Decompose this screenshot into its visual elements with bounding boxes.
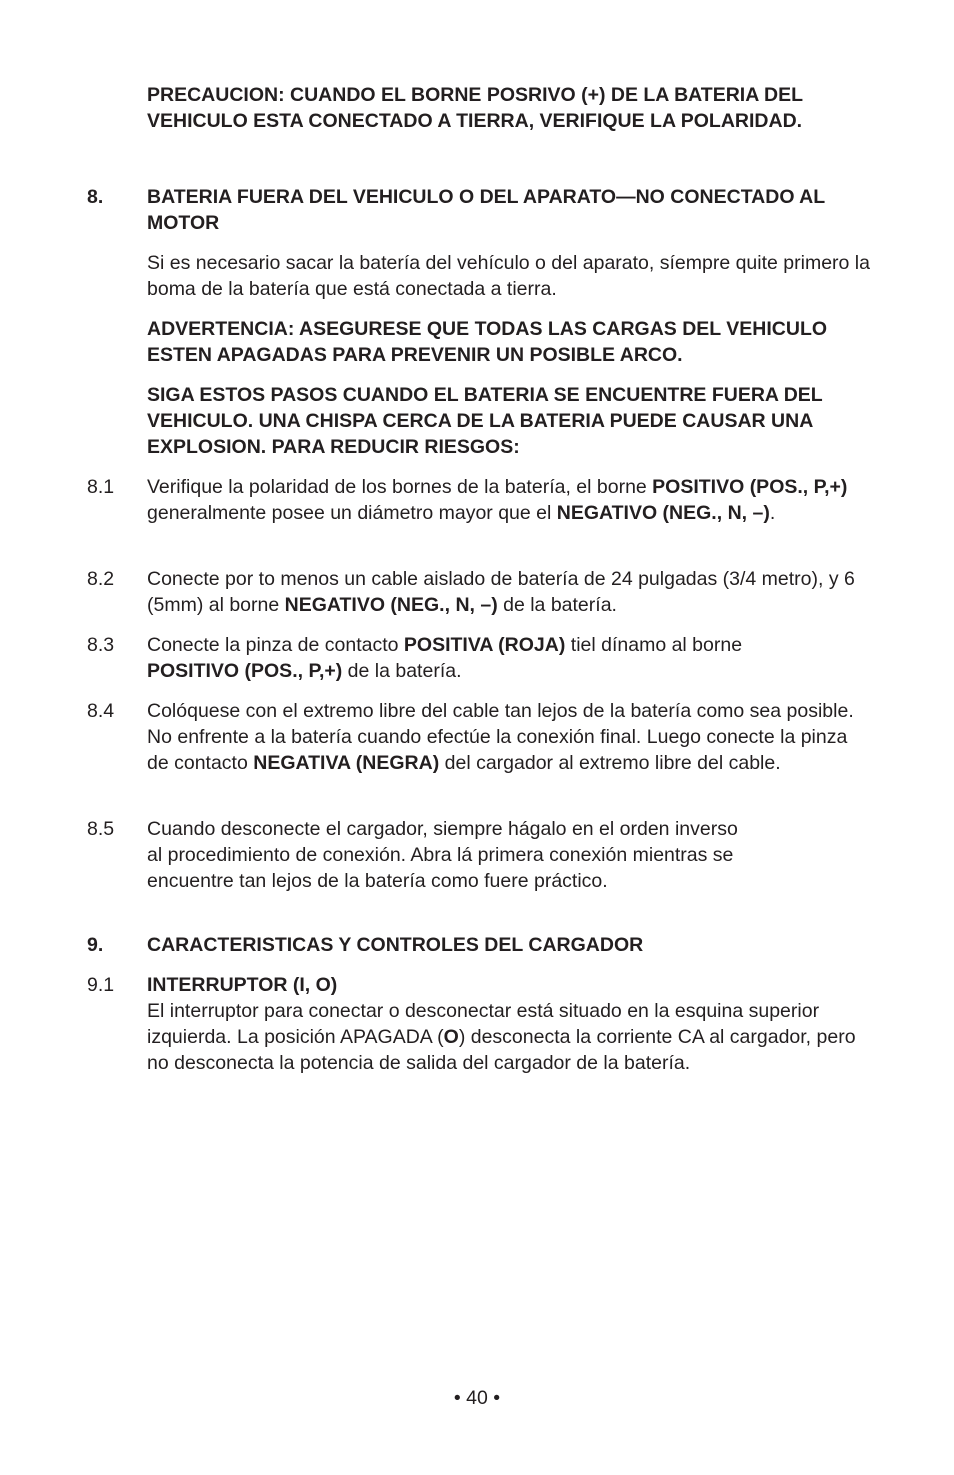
step-text: Conecte por to menos un cable aislado de batería de 24 pulgadas (3/4 metro), y 6 (5mm) al borne: [147, 568, 855, 616]
step-8-5-text: [147, 816, 872, 894]
step-text: generalmente posee un diámetro mayor que el: [147, 502, 557, 524]
step-text: Colóquese con el extremo libre del cable tan lejos de la batería como sea posible. No enfrente a la batería cuando efectúe la conexión final. Luego conecte la pinza de contacto: [147, 700, 854, 774]
warning-note: ADVERTENCIA: ASEGURESE QUE TODAS LAS CARGAS DEL VEHICULO ESTEN APAGADAS PARA PREVENIR UN POSIBLE ARCO.: [147, 318, 828, 366]
step-8-1-number: 8.1: [87, 476, 115, 498]
emphasis: NEGATIVA (NEGRA): [253, 752, 440, 774]
page-number: • 40 •: [453, 1387, 501, 1409]
step-text: tiel dínamo al borne: [565, 634, 743, 656]
emphasis: NEGATIVO (NEG., N, –): [284, 594, 498, 616]
step-line: Cuando desconecte el cargador, siempre hágalo en el orden inverso: [147, 818, 738, 840]
section-8-intro: Si es necesario sacar la batería del vehículo o del aparato, síempre quite primero la boma de la batería que está conectada a tierra.: [147, 252, 870, 300]
step-8-4-number: 8.4: [87, 700, 115, 722]
step-9-1-number: 9.1: [87, 974, 115, 996]
step-text: .: [769, 502, 776, 524]
step-text: de la batería.: [497, 594, 617, 616]
steps-heading: SIGA ESTOS PASOS CUANDO EL BATERIA SE ENCUENTRE FUERA DEL VEHICULO. UNA CHISPA CERCA DE LA BATERIA PUEDE CAUSAR UNA EXPLOSION. PARA REDUCIR RIESGOS:: [147, 384, 823, 458]
emphasis: POSITIVA (ROJA): [403, 634, 566, 656]
step-line: al procedimiento de conexión. Abra lá primera conexión mientras se: [147, 844, 734, 866]
step-text: del cargador al extremo libre del cable.: [439, 752, 781, 774]
step-text: Verifique la polaridad de los bornes de la batería, el borne: [147, 476, 653, 498]
step-text: El interruptor para conectar o desconectar está situado en la esquina superior izquierda. La posición APAGADA (: [147, 1000, 820, 1048]
step-8-2-number: 8.2: [87, 568, 115, 590]
step-8-1-text: [147, 474, 872, 526]
section-8-title: BATERIA FUERA DEL VEHICULO O DEL APARATO—NO CONECTADO AL MOTOR: [147, 186, 825, 234]
step-text: de la batería.: [342, 660, 462, 682]
emphasis: NEGATIVO (NEG., N, –): [556, 502, 770, 524]
step-8-3-text: [147, 632, 872, 684]
step-9-1-heading: INTERRUPTOR (I, O): [147, 974, 338, 996]
section-9-title: CARACTERISTICAS Y CONTROLES DEL CARGADOR: [147, 934, 644, 956]
step-9-1-text: [147, 972, 872, 1076]
emphasis: POSITIVO (POS., P,+): [147, 660, 343, 682]
step-8-2-text: [147, 566, 872, 618]
section-8-number: 8.: [87, 186, 104, 208]
step-8-3-number: 8.3: [87, 634, 115, 656]
step-text: ) desconecta la corriente CA al cargador, pero no desconecta la potencia de salida del cargador de la batería.: [147, 1026, 856, 1074]
emphasis: POSITIVO (POS., P,+): [652, 476, 848, 498]
section-9-number: 9.: [87, 934, 104, 956]
step-8-4-text: [147, 698, 872, 776]
caution-note: PRECAUCION: CUANDO EL BORNE POSRIVO (+) DE LA BATERIA DEL VEHICULO ESTA CONECTADO A TIERRA, VERIFIQUE LA POLARIDAD.: [147, 84, 803, 132]
step-line: encuentre tan lejos de la batería como fuere práctico.: [147, 870, 608, 892]
emphasis: O: [443, 1026, 459, 1048]
step-8-5-number: 8.5: [87, 818, 115, 840]
step-text: Conecte la pinza de contacto: [147, 634, 404, 656]
